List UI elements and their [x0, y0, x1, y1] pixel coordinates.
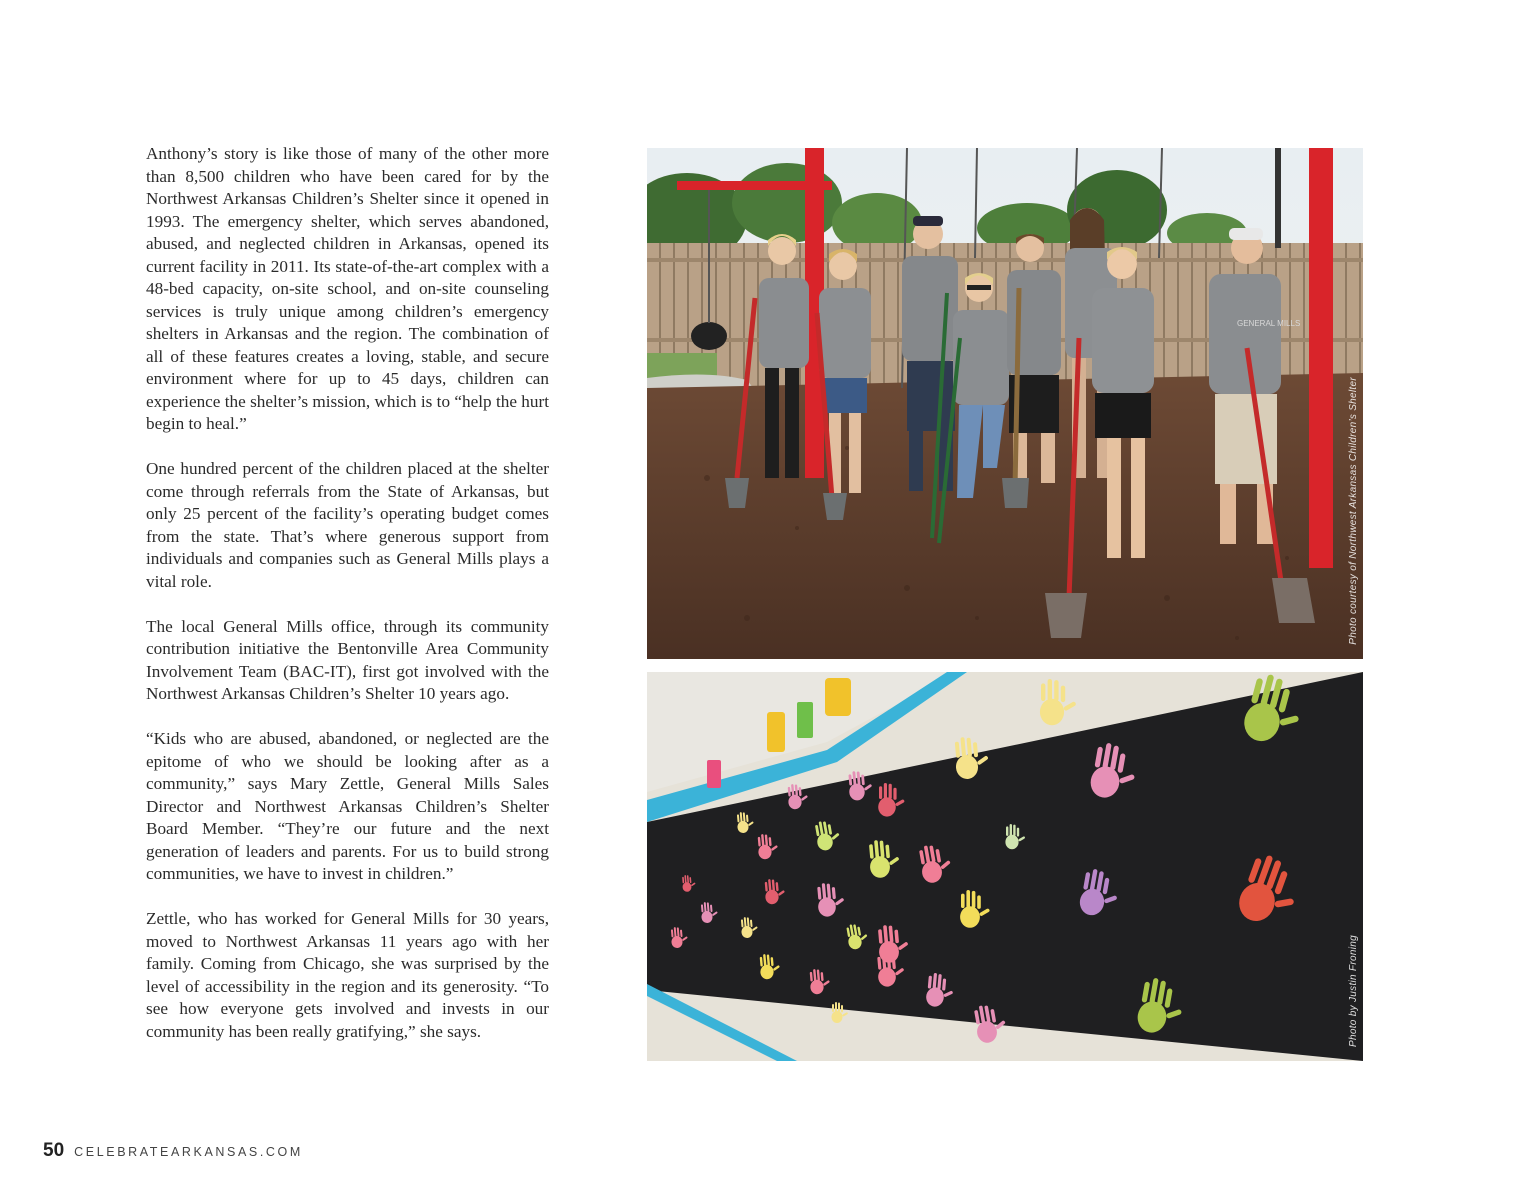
photo-credit-handprints: Photo by Justin Froning: [1348, 935, 1359, 1047]
handprints-photo: [647, 672, 1363, 1061]
page-number: 50: [43, 1140, 65, 1161]
article-paragraph-4: “Kids who are abused, abandoned, or neglected are the epitome of who we should be looking after as a community,” says Mary Zettle, General Mills Sales Director and Northwest Arkansas Children’s Shelter Board Member. “They’re our future and the next generation of leaders and parents. For us to build strong communities, we have to invest in children.”: [146, 729, 549, 883]
article-paragraph-5: Zettle, who has worked for General Mills for 30 years, moved to Northwest Arkansas 11 years ago with her family. Coming from Chicago, she was surprised by the level of accessibility in the region and its generosity. “To see how everyone gets involved and invests in our community has been really gratifying,” she says.: [146, 909, 549, 1041]
article-paragraph-3: The local General Mills office, through its community contribution initiative the Bentonville Area Community Involvement Team (BAC-IT), first got involved with the Northwest Arkansas Children’s Shelter 10 years ago.: [146, 616, 549, 703]
site-name: CELEBRATEARKANSAS.COM: [74, 1145, 303, 1159]
volunteers-illustration: [647, 148, 1363, 659]
article-column: [146, 143, 549, 1066]
shirt-text: GENERAL MILLS: [1237, 319, 1301, 328]
article-paragraph-2: One hundred percent of the children placed at the shelter come through referrals from the State of Arkansas, but only 25 percent of the facility’s operating budget comes from the state. That’s where generous support from individuals and companies such as General Mills plays a vital role.: [146, 459, 549, 591]
photo-credit-volunteers: Photo courtesy of Northwest Arkansas Children’s Shelter: [1348, 377, 1359, 645]
article-paragraph-1: Anthony’s story is like those of many of the other more than 8,500 children who have been cared for by the Northwest Arkansas Children’s Shelter since it opened in 1993. The emergency shelter, which serves abandoned, abused, and neglected children in Arkansas, opened its current facility in 2011. Its state-of-the-art complex with a 48-bed capacity, on-site school, and on-site counseling services is truly unique among children’s emergency shelters in Arkansas and the region. The combination of all of these features creates a loving, stable, and secure environment where for up to 45 days, children can experience the shelter’s mission, which is to “help the hurt begin to heal.”: [146, 144, 549, 433]
page-footer: [43, 1140, 303, 1162]
handprints-illustration: [647, 672, 1363, 1061]
volunteers-photo: [647, 148, 1363, 659]
